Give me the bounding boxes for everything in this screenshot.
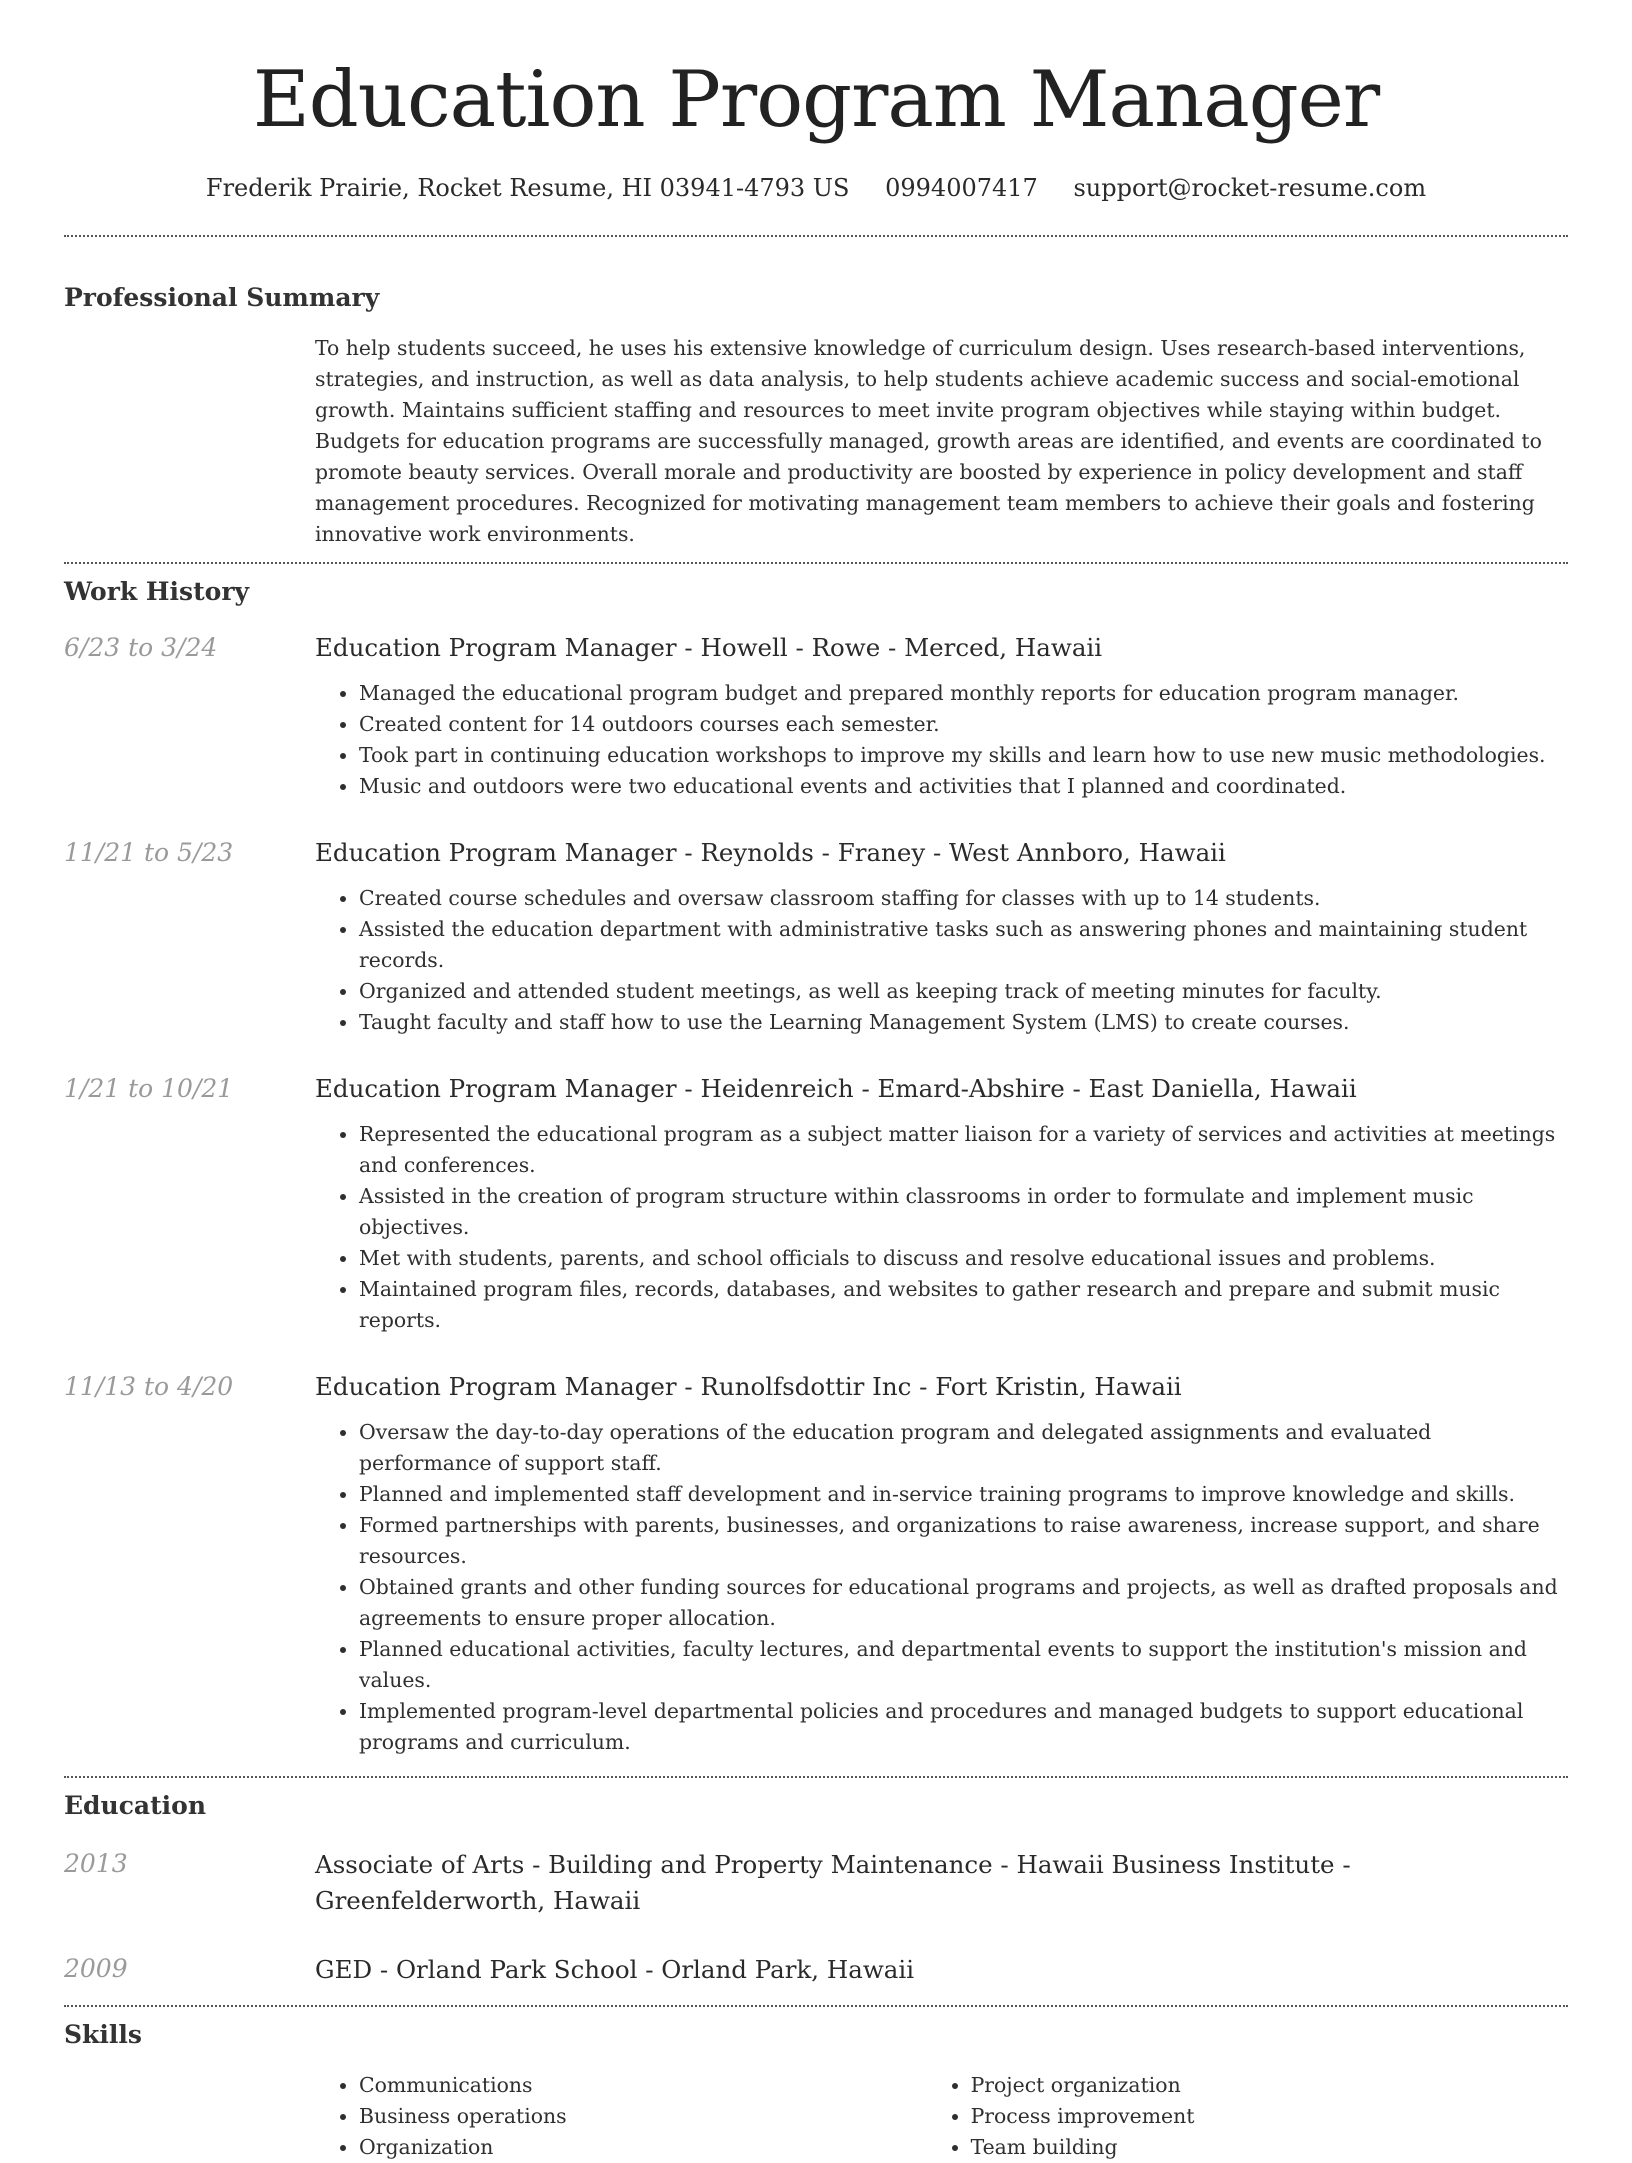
contact-address: Frederik Prairie, Rocket Resume, HI 03941-4793 US	[205, 174, 850, 202]
contact-line	[64, 172, 1568, 204]
job-bullet: • Planned and implemented staff development and in-service training programs to improve knowledge and skills.	[359, 1479, 1568, 1510]
job-bullet: • Created content for 14 outdoors courses each semester.	[359, 709, 1568, 740]
job-title: Education Program Manager - Heidenreich - Emard-Abshire - East Daniella, Hawaii	[315, 1074, 1357, 1103]
skill-item: • Process improvement	[971, 2101, 1568, 2132]
job-bullet: • Represented the educational program as a subject matter liaison for a variety of services and activities at meetings and conferences.	[359, 1119, 1568, 1181]
job-bullet: • Maintained program files, records, databases, and websites to gather research and prepare and submit music reports.	[359, 1274, 1568, 1336]
job-entry	[64, 836, 1568, 1038]
job-body	[315, 836, 1568, 1038]
skills-heading: Skills	[64, 2020, 142, 2049]
work-history-heading: Work History	[64, 577, 250, 606]
job-entry	[64, 1370, 1568, 1758]
job-body	[315, 1072, 1568, 1336]
job-title: Education Program Manager - Runolfsdottir Inc - Fort Kristin, Hawaii	[315, 1372, 1182, 1401]
resume-title: Education Program Manager	[252, 55, 1380, 145]
education-degree: GED - Orland Park School - Orland Park, Hawaii	[315, 1955, 915, 1984]
resume-page	[64, 0, 1568, 2163]
work-history-section	[64, 575, 1568, 1776]
job-dates: 11/21 to 5/23	[64, 838, 234, 867]
education-body	[315, 1847, 1568, 1919]
skill-item: • Project organization	[971, 2070, 1568, 2101]
job-bullet: • Organized and attended student meetings, as well as keeping track of meeting minutes for faculty.	[359, 976, 1568, 1007]
education-body	[315, 1952, 1568, 1988]
job-dates: 6/23 to 3/24	[64, 633, 218, 662]
job-bullet: • Obtained grants and other funding sources for educational programs and projects, as well as drafted proposals and agreements to ensure proper allocation.	[359, 1572, 1568, 1634]
skills-right-list	[927, 2070, 1568, 2163]
job-bullets	[315, 678, 1568, 802]
job-bullet: • Taught faculty and staff how to use the Learning Management System (LMS) to create courses.	[359, 1007, 1568, 1038]
job-bullet: • Met with students, parents, and school officials to discuss and resolve educational issues and problems.	[359, 1243, 1568, 1274]
education-heading: Education	[64, 1791, 207, 1820]
job-bullet: • Assisted in the creation of program structure within classrooms in order to formulate and implement music objectives.	[359, 1181, 1568, 1243]
job-bullet: • Managed the educational program budget and prepared monthly reports for education program manager.	[359, 678, 1568, 709]
job-body	[315, 1370, 1568, 1758]
job-body	[315, 631, 1568, 802]
education-entry	[64, 1847, 1568, 1919]
job-bullet: • Oversaw the day-to-day operations of the education program and delegated assignments and evaluated performance of support staff.	[359, 1417, 1568, 1479]
education-year: 2013	[64, 1849, 128, 1878]
work-list	[64, 631, 1568, 1776]
job-bullet: • Created course schedules and oversaw classroom staffing for classes with up to 14 students.	[359, 883, 1568, 914]
job-dates: 1/21 to 10/21	[64, 1074, 234, 1103]
job-title: Education Program Manager - Howell - Rowe - Merced, Hawaii	[315, 633, 1103, 662]
skills-left-list	[315, 2070, 927, 2163]
section-divider	[64, 2005, 1568, 2007]
education-list	[64, 1847, 1568, 2005]
job-entry	[64, 631, 1568, 802]
job-bullet: • Formed partnerships with parents, businesses, and organizations to raise awareness, increase support, and share resources.	[359, 1510, 1568, 1572]
job-title: Education Program Manager - Reynolds - Franey - West Annboro, Hawaii	[315, 838, 1226, 867]
skill-item: • Team building	[971, 2132, 1568, 2163]
section-divider	[64, 235, 1568, 237]
contact-phone: 0994007417	[885, 174, 1038, 202]
education-degree: Associate of Arts - Building and Property Maintenance - Hawaii Business Institute - Greenfelderworth, Hawaii	[315, 1850, 1351, 1915]
job-entry	[64, 1072, 1568, 1336]
section-divider	[64, 562, 1568, 564]
skill-item: • Business operations	[359, 2101, 927, 2132]
job-bullet: • Took part in continuing education workshops to improve my skills and learn how to use new music methodologies.	[359, 740, 1568, 771]
education-year: 2009	[64, 1954, 128, 1983]
job-bullet: • Planned educational activities, faculty lectures, and departmental events to support the institution's mission and values.	[359, 1634, 1568, 1696]
job-bullet: • Implemented program-level departmental policies and procedures and managed budgets to support educational programs and curriculum.	[359, 1696, 1568, 1758]
summary-heading: Professional Summary	[64, 283, 380, 312]
section-divider	[64, 1776, 1568, 1778]
job-bullet: • Music and outdoors were two educational events and activities that I planned and coordinated.	[359, 771, 1568, 802]
job-bullets	[315, 1119, 1568, 1336]
skills-columns	[315, 2070, 1568, 2163]
skill-item: • Communications	[359, 2070, 927, 2101]
contact-email: support@rocket-resume.com	[1073, 174, 1427, 202]
summary-section	[64, 281, 1568, 562]
education-entry	[64, 1952, 1568, 1988]
job-bullets	[315, 1417, 1568, 1758]
skill-item: • Organization	[359, 2132, 927, 2163]
job-dates: 11/13 to 4/20	[64, 1372, 234, 1401]
education-section	[64, 1789, 1568, 2005]
job-bullets	[315, 883, 1568, 1038]
skills-section	[64, 2018, 1568, 2163]
job-bullet: • Assisted the education department with administrative tasks such as answering phones and maintaining student records.	[359, 914, 1568, 976]
summary-text: To help students succeed, he uses his extensive knowledge of curriculum design. Uses research-based interventions, strategies, and instruction, as well as data analysis, to help students achieve academic success and social-emotional growth. Maintains sufficient staffing and resources to meet invite program objectives while staying within budget. Budgets for education programs are successfully managed, growth areas are identified, and events are coordinated to promote beauty services. Overall morale and productivity are boosted by experience in policy development and staff management procedures. Recognized for motivating management team members to achieve their goals and fostering innovative work environments.	[315, 336, 1542, 546]
